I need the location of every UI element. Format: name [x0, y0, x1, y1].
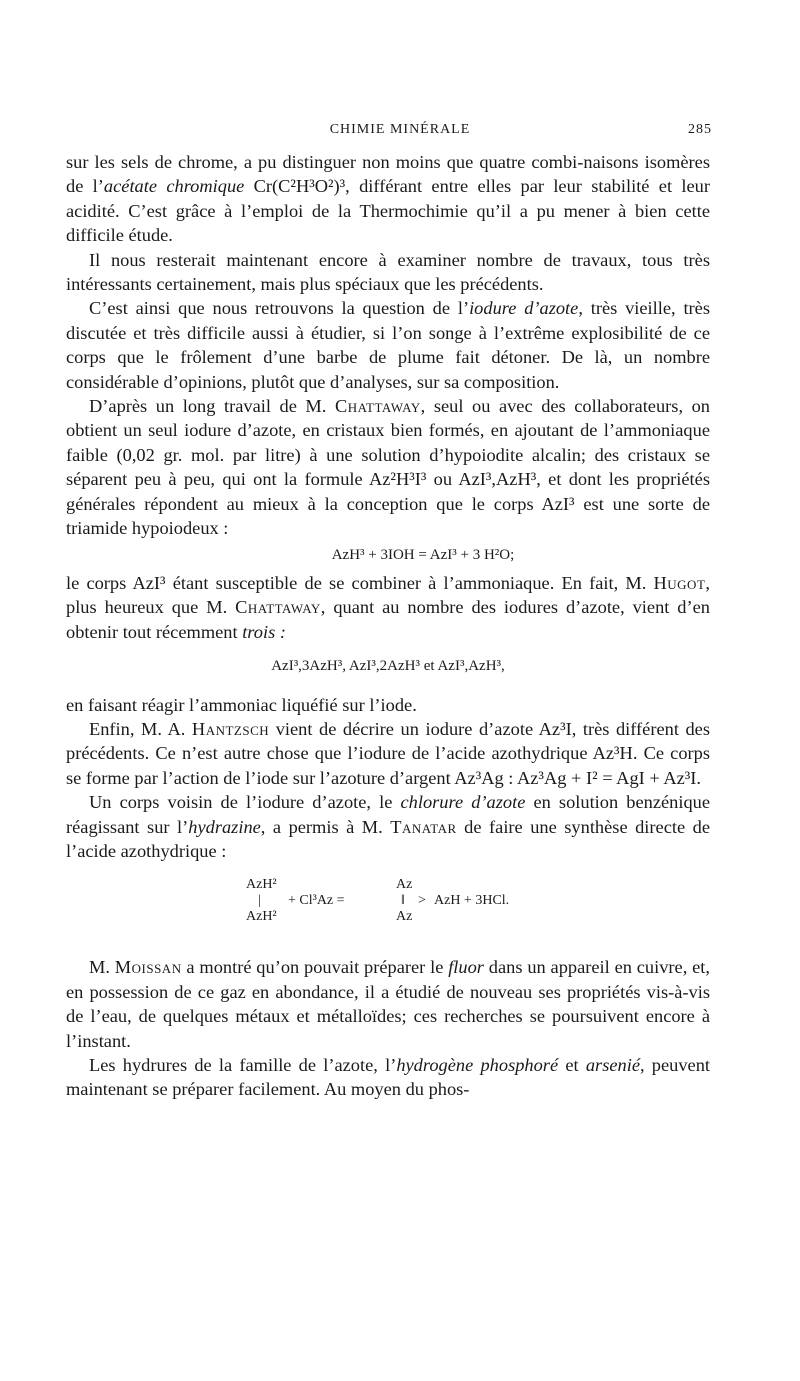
- italic-term: fluor: [448, 957, 484, 978]
- hydrazine-reaction-diagram: [66, 871, 710, 945]
- text-run: , quant au nombre des iodures d’azote, vient d’en obtenir tout récemment: [66, 597, 710, 642]
- italic-term: acétate chromique: [103, 176, 245, 197]
- paragraph-chromium-acetate: [66, 150, 710, 248]
- text-run: en solution benzénique réagissant sur l’: [66, 792, 711, 837]
- paragraph-hydrides: [66, 1053, 710, 1102]
- text-run: D’après un long travail de M.: [89, 396, 335, 417]
- text-run: de faire une synthèse directe de l’acide azothydrique :: [66, 816, 711, 861]
- paragraph-hantzsch: [66, 717, 710, 790]
- text-run: , peuvent maintenant se préparer facilement. Au moyen du phos-: [66, 1055, 711, 1100]
- azide-bottom-atom: Az: [396, 909, 413, 925]
- paragraph-hugot: [66, 571, 710, 644]
- running-title: CHIMIE MINÉRALE: [329, 122, 471, 137]
- text-run: Enfin, M. A.: [89, 718, 192, 739]
- italic-term: trois :: [242, 621, 286, 642]
- author-name: Chattaway: [334, 396, 421, 417]
- author-name: Tanatar: [390, 816, 457, 837]
- text-run: sur les sels de chrome, a pu distinguer non moins que quatre combi-naisons isomères de l’: [66, 152, 710, 197]
- author-name: Moissan: [114, 957, 182, 978]
- italic-term: iodure d’azote: [469, 298, 579, 319]
- double-bond: ‖: [401, 893, 405, 909]
- text-run: , plus heureux que M.: [66, 572, 710, 618]
- author-name: Chattaway: [235, 597, 321, 618]
- text-run: a montré qu’on pouvait préparer le: [181, 957, 449, 978]
- paragraph-chattaway: [66, 394, 710, 540]
- italic-term: arsenié: [585, 1055, 640, 1075]
- ring-closure: >: [418, 893, 426, 909]
- equation-three-iodides: AzI³,3AzH³, AzI³,2AzH³ et AzI³,AzH³,: [271, 658, 505, 675]
- text-run: , seul ou avec des collaborateurs, on obtient un seul iodure d’azote, en cristaux bien formés, en ajoutant de l’ammoniaque faible (0,02 gr. mol. par litre) à une solution d’hypoiodite alcalin; des cristaux se séparent peu à peu, qui ont la formule Az²H³I³ ou AzI³,AzH³, et dont les propriétés générales répondent au mieux à la conception que le corps AzI³ est une sorte de triamide hypoiodeux :: [66, 396, 710, 539]
- text-run: dans un appareil en cuivre, et, en possession de ce gaz en abondance, il a étudié de nouveau ses propriétés vis-à-vis de l’eau, de quelques métaux et métalloïdes; ces recherches se poursuivent encore à l’instant.: [66, 957, 710, 1051]
- author-name: Hantzsch: [191, 718, 270, 739]
- running-head: [0, 122, 800, 142]
- italic-term: hydrogène phosphoré: [396, 1055, 559, 1075]
- text-run: Un corps voisin de l’iodure d’azote, le: [89, 792, 401, 813]
- azide-top-atom: Az: [396, 877, 413, 893]
- paragraph-moissan: [66, 955, 710, 1053]
- italic-term: chlorure d’azote: [400, 792, 526, 813]
- text-run: Cr(C²H³O²)³, différant entre elles par leur stabilité et leur acidité. C’est grâce à l’emploi de la Thermochimie qu’il a pu mener à bien cette difficile étude.: [66, 176, 710, 246]
- paragraph-tanatar: [66, 790, 710, 863]
- body-text: [66, 150, 710, 1102]
- hydrazine-bottom-group: AzH²: [246, 909, 277, 925]
- chloride-reagent: + Cl³Az =: [288, 893, 345, 909]
- paragraph-remaining-works: Il nous resterait maintenant encore à examiner nombre de travaux, tous très intéressants certainement, mais plus spéciaux que les précédents.: [66, 249, 710, 295]
- text-run: , très vieille, très discutée et très difficile aussi à étudier, si l’on songe à l’extrême explosibilité de ce corps que le frôlement d’une barbe de plume fait détoner. De là, un nombre considérable d’opinions, plutôt que d’analyses, sur sa composition.: [66, 298, 710, 392]
- paragraph-liquefied-ammonia: en faisant réagir l’ammoniac liquéfié sur l’iode.: [66, 694, 417, 715]
- equation-triamide: AzH³ + 3IOH = AzI³ + 3 H²O;: [331, 546, 515, 563]
- author-name: Hugot: [653, 572, 706, 593]
- hydrazine-top-group: AzH²: [246, 877, 277, 893]
- text-run: M.: [89, 957, 115, 978]
- text-run: Les hydrures de la famille de l’azote, l’: [89, 1055, 397, 1075]
- text-run: , a permis à M.: [260, 816, 391, 837]
- reaction-products: AzH + 3HCl.: [434, 893, 510, 909]
- text-run: le corps AzI³ étant susceptible de se combiner à l’ammoniaque. En fait, M.: [66, 572, 654, 593]
- italic-term: hydrazine: [188, 816, 261, 837]
- text-run: C’est ainsi que nous retrouvons la question de l’: [89, 298, 470, 319]
- text-run: vient de décrire un iodure d’azote Az³I, très différent des précédents. Ce n’est autre chose que l’iodure de l’acide azothydrique Az³H. Ce corps se forme par l’action de l’iode sur l’azoture d’argent Az³Ag : Az³Ag + I² = AgI + Az³I.: [66, 718, 711, 788]
- page-number: 285: [688, 122, 712, 137]
- text-run: et: [558, 1055, 586, 1075]
- single-bond: |: [258, 893, 261, 909]
- paragraph-nitrogen-iodide: [66, 296, 710, 394]
